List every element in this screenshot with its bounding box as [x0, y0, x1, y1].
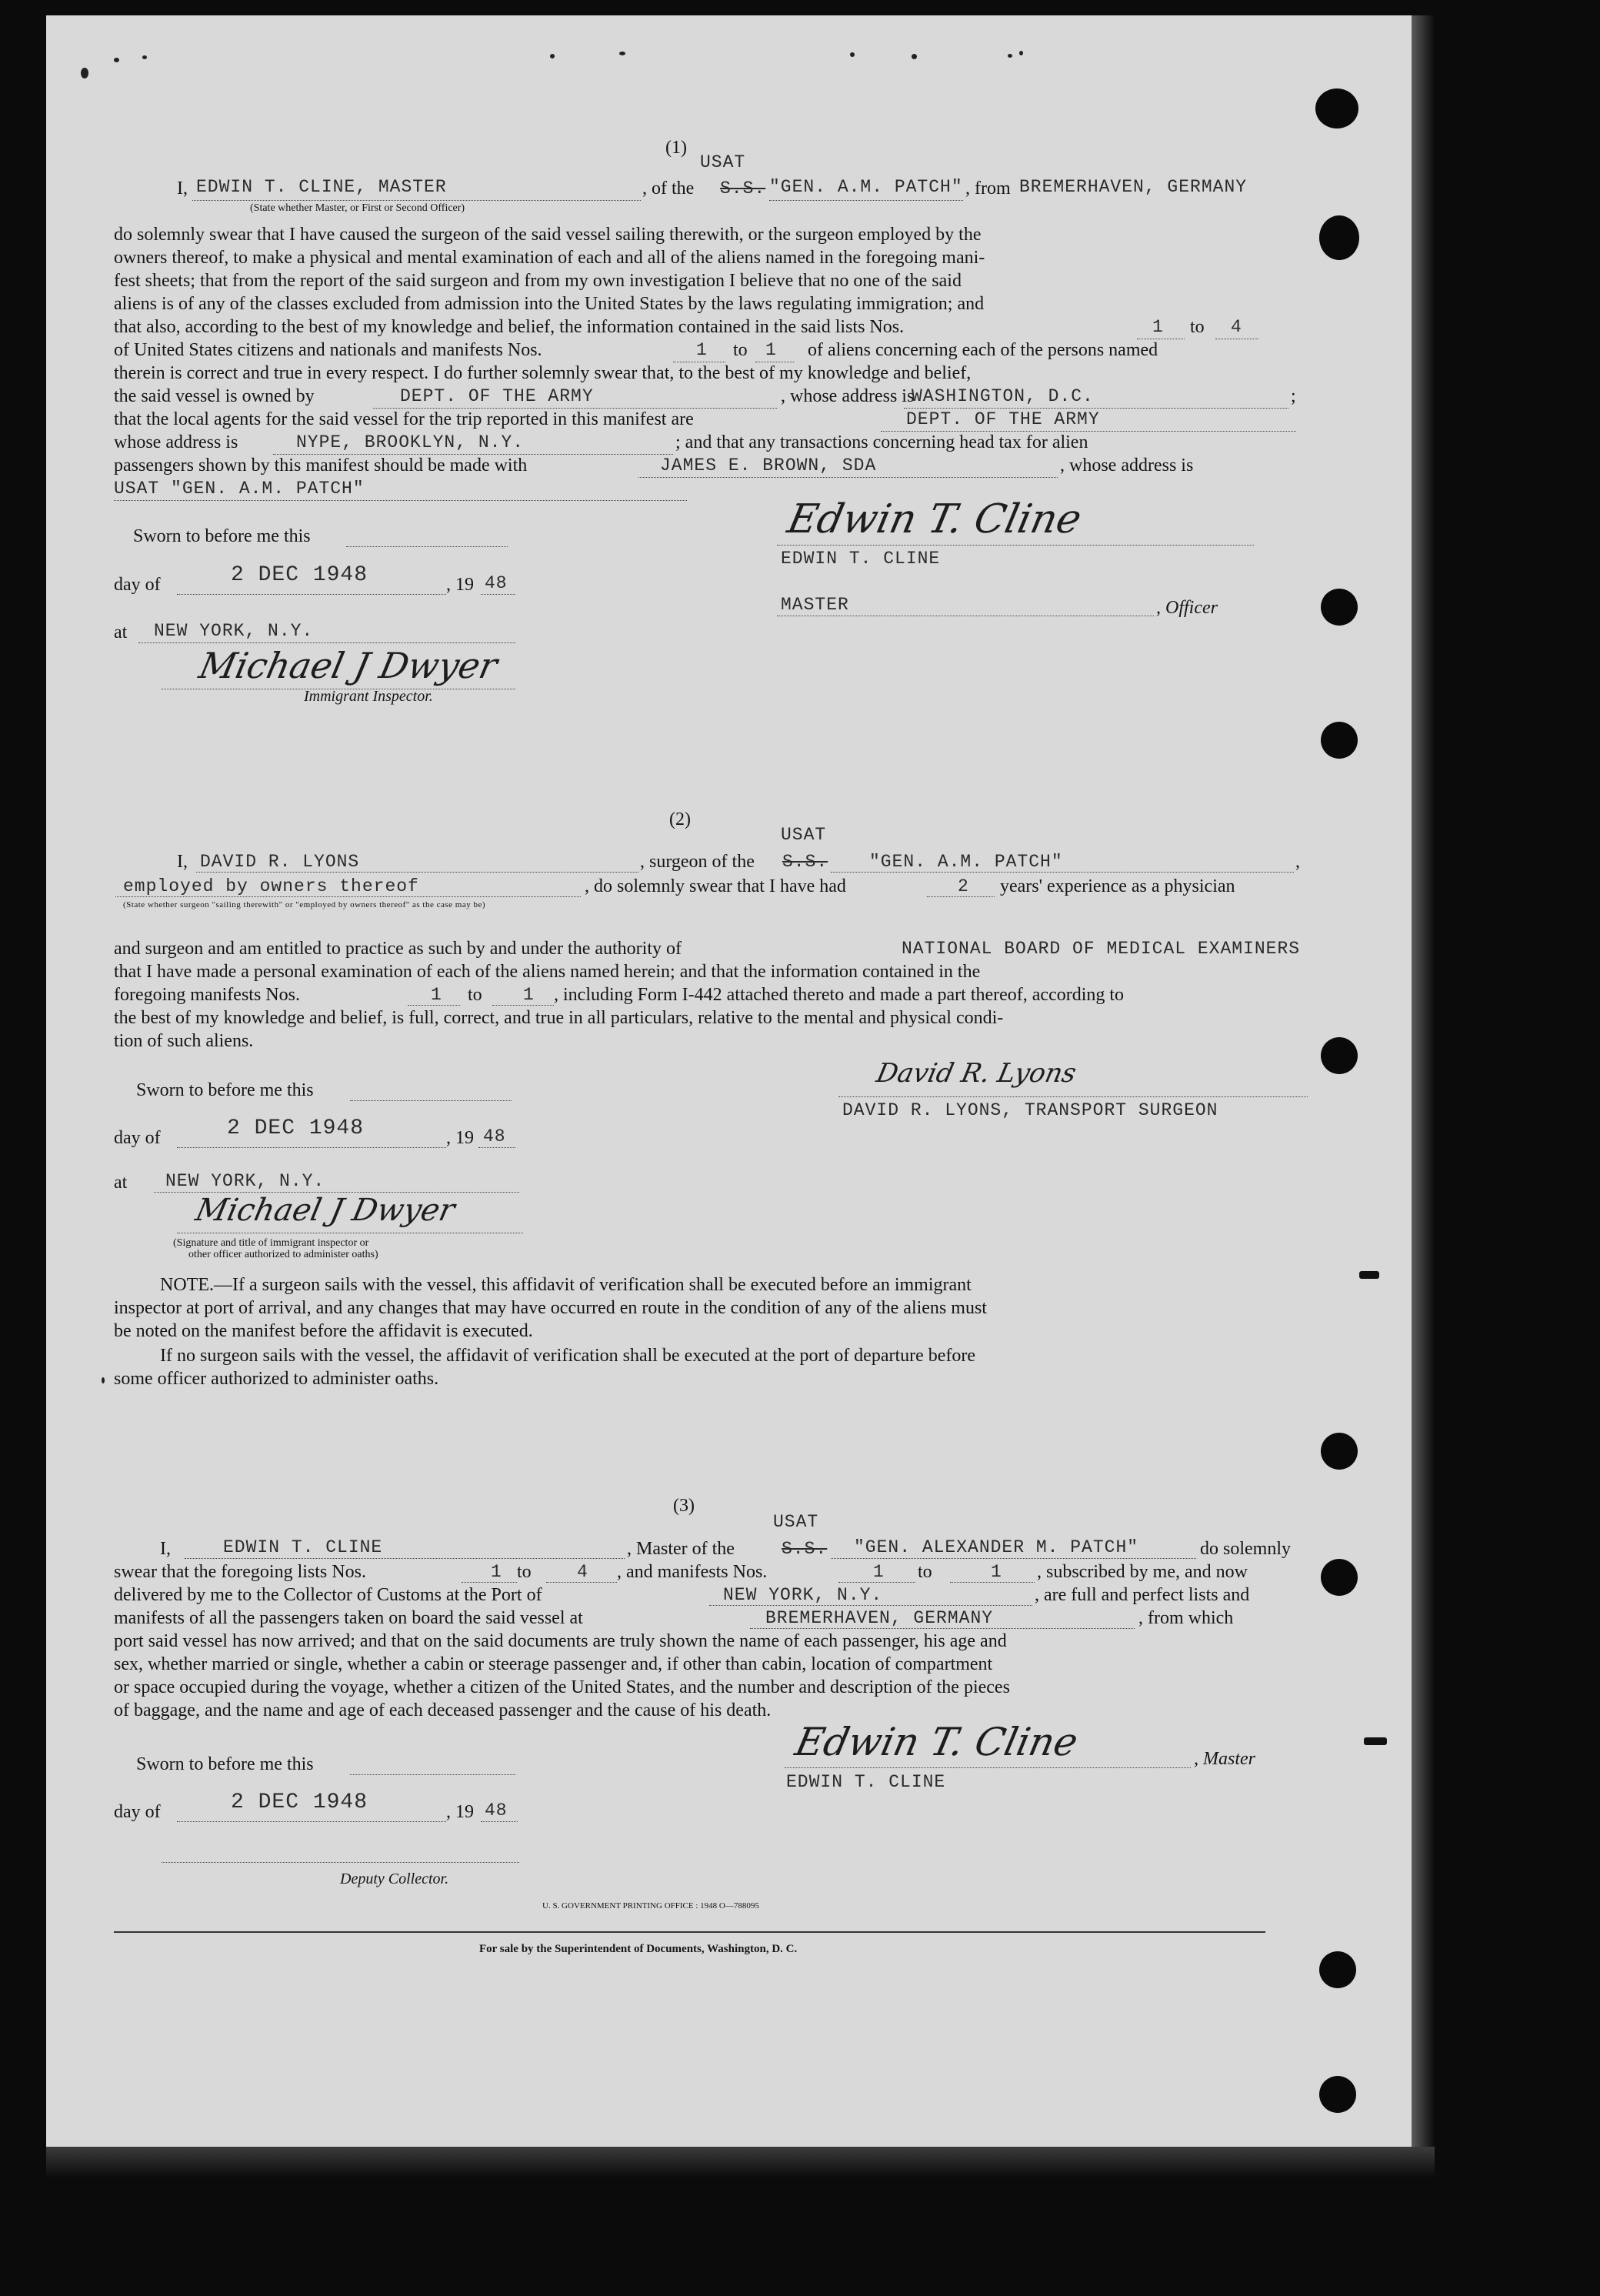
- section2-inspector-caption-2: other officer authorized to administer oaths): [188, 1249, 378, 1260]
- section1-line-8a: the said vessel is owned by: [114, 386, 315, 406]
- section2-employment: employed by owners thereof: [123, 876, 419, 896]
- section2-at-label: at: [114, 1173, 128, 1193]
- section1-line-5: that also, according to the best of my knowledge and belief, the information contained in the said lists Nos.: [114, 317, 905, 337]
- section1-vessel-prefix-inserted: USAT: [700, 152, 746, 172]
- section2-vessel-prefix-inserted: USAT: [781, 825, 827, 845]
- section3-number: (3): [673, 1496, 695, 1516]
- punch-hole-5: [1321, 1037, 1358, 1074]
- section3-port: NEW YORK, N.Y.: [723, 1585, 883, 1605]
- section3-body-line-1: port said vessel has now arrived; and that on the said documents are truly shown the name of each passenger, his age and: [114, 1631, 1007, 1651]
- section2-swear-text: , do solemnly swear that I have had: [585, 876, 846, 896]
- section1-master-caption: (State whether Master, or First or Second Officer): [250, 202, 465, 214]
- section1-body-line-2: owners thereof, to make a physical and mental examination of each and all of the aliens named in the foregoing mani-: [114, 248, 985, 268]
- section1-at-label: at: [114, 622, 128, 642]
- section1-year-label: , 19: [446, 575, 474, 595]
- punch-hole-1: [1315, 88, 1358, 128]
- section2-line-7: tion of such aliens.: [114, 1031, 254, 1051]
- section1-place: NEW YORK, N.Y.: [154, 621, 314, 641]
- section2-comma: ,: [1295, 852, 1300, 872]
- section3-year-label: , 19: [446, 1802, 474, 1822]
- section1-body-line-1: do solemnly swear that I have caused the surgeon of the said vessel sailing therewith, or the surgeon employed by the: [114, 225, 982, 245]
- section1-line-6a: of United States citizens and nationals and manifests Nos.: [114, 340, 542, 360]
- section3-oath-start: I,: [160, 1539, 171, 1559]
- section2-vessel-prefix-struck: S.S.: [782, 852, 828, 872]
- section1-officer-name: EDWIN T. CLINE: [781, 549, 941, 569]
- section2-vessel-name: "GEN. A.M. PATCH": [869, 852, 1063, 872]
- section3-sworn-label: Sworn to before me this: [136, 1754, 314, 1774]
- section1-manifests-to: 1: [765, 340, 777, 360]
- section1-line-11b: , whose address is: [1060, 456, 1194, 476]
- section3-vessel-name: "GEN. ALEXANDER M. PATCH": [854, 1537, 1139, 1557]
- punch-hole-2: [1319, 215, 1359, 260]
- section1-to-word-2: to: [733, 340, 748, 360]
- note-line-5: some officer authorized to administer oaths.: [114, 1369, 439, 1389]
- section2-years-text: years' experience as a physician: [1000, 876, 1235, 896]
- section3-year: 48: [485, 1800, 508, 1820]
- section3-manifests-from: 1: [873, 1562, 885, 1582]
- section1-line-10b: ; and that any transactions concerning head tax for alien: [675, 432, 1088, 452]
- section1-officer-title: MASTER: [781, 595, 849, 615]
- section2-line-3a: and surgeon and am entitled to practice as such by and under the authority of: [114, 939, 682, 959]
- section2-surgeon-signed-name: DAVID R. LYONS, TRANSPORT SURGEON: [842, 1100, 1218, 1120]
- section1-agents-address: NYPE, BROOKLYN, N.Y.: [296, 432, 525, 452]
- section1-sworn-label: Sworn to before me this: [133, 526, 311, 546]
- section1-officer-signature: Edwin T. Cline: [783, 496, 1086, 542]
- edge-mark-1: [1359, 1271, 1379, 1279]
- footer-sale: For sale by the Superintendent of Documents, Washington, D. C.: [479, 1943, 798, 1955]
- section1-owner: DEPT. OF THE ARMY: [400, 386, 594, 406]
- section2-authority: NATIONAL BOARD OF MEDICAL EXAMINERS: [902, 939, 1301, 959]
- section3-vessel-prefix-inserted: USAT: [773, 1512, 819, 1532]
- section3-deputy-caption: Deputy Collector.: [340, 1871, 449, 1887]
- section1-inspector-caption: Immigrant Inspector.: [304, 688, 433, 705]
- section3-lists-from: 1: [491, 1562, 502, 1582]
- section1-head-tax-address: USAT "GEN. A.M. PATCH": [114, 479, 365, 499]
- section1-line-11a: passengers shown by this manifest should be made with: [114, 456, 528, 476]
- section1-lists-to: 4: [1231, 317, 1242, 337]
- section1-semicolon: ;: [1291, 386, 1296, 406]
- section2-line-5b: , including Form I-442 attached thereto and made a part thereof, according to: [554, 985, 1125, 1005]
- section1-year: 48: [485, 573, 508, 593]
- section2-line-4: that I have made a personal examination of each of the aliens named herein; and that the information contained in the: [114, 962, 981, 982]
- section1-line-10a: whose address is: [114, 432, 238, 452]
- footer-gpo: U. S. GOVERNMENT PRINTING OFFICE : 1948 O—788095: [542, 1901, 759, 1911]
- section1-date: 2 DEC 1948: [231, 563, 368, 587]
- section1-oath-start: I,: [177, 179, 188, 199]
- section1-line-9a: that the local agents for the said vessel for the trip reported in this manifest are: [114, 409, 694, 429]
- section2-year-label: , 19: [446, 1128, 474, 1148]
- paper-edge-shadow: [1412, 15, 1435, 2147]
- section2-line-5a: foregoing manifests Nos.: [114, 985, 300, 1005]
- section1-from-label: , from: [965, 179, 1011, 199]
- punch-hole-7: [1321, 1559, 1358, 1596]
- section3-lists-to: 4: [577, 1562, 588, 1582]
- section1-lists-from: 1: [1152, 317, 1164, 337]
- section2-day-of: day of: [114, 1128, 161, 1148]
- section2-manifests-to: 1: [523, 985, 535, 1005]
- section3-line-2a: swear that the foregoing lists Nos.: [114, 1562, 366, 1582]
- section2-surgeon-signature: David R. Lyons: [873, 1058, 1079, 1089]
- section2-surgeon-of: , surgeon of the: [640, 852, 755, 872]
- section3-to-word-2: to: [918, 1562, 932, 1582]
- section3-line-4b: , from which: [1138, 1608, 1234, 1628]
- section1-vessel-prefix-struck: S.S.: [720, 179, 766, 199]
- document-page: [46, 15, 1412, 2147]
- section3-boarding-port: BREMERHAVEN, GERMANY: [765, 1608, 994, 1628]
- punch-hole-4: [1321, 722, 1358, 759]
- section2-year: 48: [483, 1126, 506, 1146]
- section1-head-tax-agent: JAMES E. BROWN, SDA: [660, 456, 877, 476]
- section2-surgeon-name: DAVID R. LYONS: [200, 852, 360, 872]
- section1-owner-address: WASHINGTON, D.C.: [912, 386, 1094, 406]
- section1-body-line-3: fest sheets; that from the report of the said surgeon and from my own investigation I believe that no one of the said: [114, 271, 962, 291]
- section2-years: 2: [958, 876, 969, 896]
- section1-of-the: , of the: [642, 179, 695, 199]
- section2-oath-start: I,: [177, 852, 188, 872]
- section3-line-2b: , and manifests Nos.: [617, 1562, 768, 1582]
- section1-to-word-1: to: [1190, 317, 1205, 337]
- punch-hole-8: [1319, 1951, 1356, 1988]
- section1-body-line-4: aliens is of any of the classes excluded from admission into the United States by the laws regulating immigration; and: [114, 294, 985, 314]
- section3-do-solemnly: do solemnly: [1200, 1539, 1291, 1559]
- section3-master-name: EDWIN T. CLINE: [223, 1537, 383, 1557]
- section3-line-4a: manifests of all the passengers taken on board the said vessel at: [114, 1608, 583, 1628]
- section3-line-3a: delivered by me to the Collector of Customs at the Port of: [114, 1585, 542, 1605]
- section3-day-of: day of: [114, 1802, 161, 1822]
- section2-line-6: the best of my knowledge and belief, is full, correct, and true in all particulars, relative to the mental and physical condi-: [114, 1008, 1004, 1028]
- section2-date: 2 DEC 1948: [227, 1116, 365, 1140]
- section3-manifests-to: 1: [991, 1562, 1002, 1582]
- section2-manifests-from: 1: [431, 985, 442, 1005]
- note-line-1: NOTE.—If a surgeon sails with the vessel, this affidavit of verification shall be executed before an immigrant: [160, 1275, 972, 1295]
- note-line-2: inspector at port of arrival, and any changes that may have occurred en route in the condition of any of the aliens must: [114, 1298, 987, 1318]
- section2-place: NEW YORK, N.Y.: [165, 1171, 325, 1191]
- section1-line-7: therein is correct and true in every respect. I do further solemnly swear that, to the best of my knowledge and belief,: [114, 363, 972, 383]
- section3-body-line-2: sex, whether married or single, whether a cabin or steerage passenger and, if other than cabin, location of compartment: [114, 1654, 993, 1674]
- section1-manifests-from: 1: [696, 340, 708, 360]
- section3-line-3b: , are full and perfect lists and: [1035, 1585, 1250, 1605]
- section3-date: 2 DEC 1948: [231, 1790, 368, 1814]
- section3-vessel-prefix-struck: S.S.: [782, 1539, 828, 1559]
- section2-to-word: to: [468, 985, 482, 1005]
- punch-hole-6: [1321, 1433, 1358, 1470]
- section1-line-6b: of aliens concerning each of the persons named: [808, 340, 1158, 360]
- section1-number: (1): [665, 138, 687, 158]
- section1-departure-port: BREMERHAVEN, GERMANY: [1019, 177, 1248, 197]
- section3-body-line-4: of baggage, and the name and age of each deceased passenger and the cause of his death.: [114, 1700, 772, 1720]
- punch-hole-9: [1319, 2076, 1356, 2113]
- section3-master-caption: , Master: [1194, 1749, 1255, 1769]
- paper-bottom-shadow: [46, 2147, 1435, 2178]
- section3-body-line-3: or space occupied during the voyage, whether a citizen of the United States, and the number and description of the pieces: [114, 1677, 1010, 1697]
- section1-agents: DEPT. OF THE ARMY: [906, 409, 1100, 429]
- section1-inspector-signature: Michael J Dwyer: [195, 645, 502, 686]
- edge-mark-2: [1364, 1737, 1387, 1745]
- section1-line-8b: , whose address is: [781, 386, 915, 406]
- section1-master-name: EDWIN T. CLINE, MASTER: [196, 177, 447, 197]
- note-line-4: If no surgeon sails with the vessel, the affidavit of verification shall be executed at the port of departure before: [160, 1346, 976, 1366]
- section1-vessel-name: "GEN. A.M. PATCH": [769, 177, 963, 197]
- section2-inspector-caption-1: (Signature and title of immigrant inspector or: [173, 1237, 369, 1249]
- section2-number: (2): [669, 809, 691, 829]
- punch-hole-3: [1321, 589, 1358, 626]
- section3-line-2c: , subscribed by me, and now: [1037, 1562, 1248, 1582]
- section3-master-signed-name: EDWIN T. CLINE: [786, 1772, 946, 1792]
- section2-inspector-signature: Michael J Dwyer: [192, 1193, 458, 1228]
- section1-officer-caption: , Officer: [1156, 598, 1218, 618]
- section2-employment-caption: (State whether surgeon "sailing therewith" or "employed by owners thereof" as the case may be): [123, 900, 486, 909]
- section3-master-signature: Edwin T. Cline: [791, 1720, 1082, 1764]
- section2-sworn-label: Sworn to before me this: [136, 1080, 314, 1100]
- section3-master-of: , Master of the: [627, 1539, 735, 1559]
- section1-day-of: day of: [114, 575, 161, 595]
- section3-to-word-1: to: [517, 1562, 532, 1582]
- note-line-3: be noted on the manifest before the affidavit is executed.: [114, 1321, 533, 1341]
